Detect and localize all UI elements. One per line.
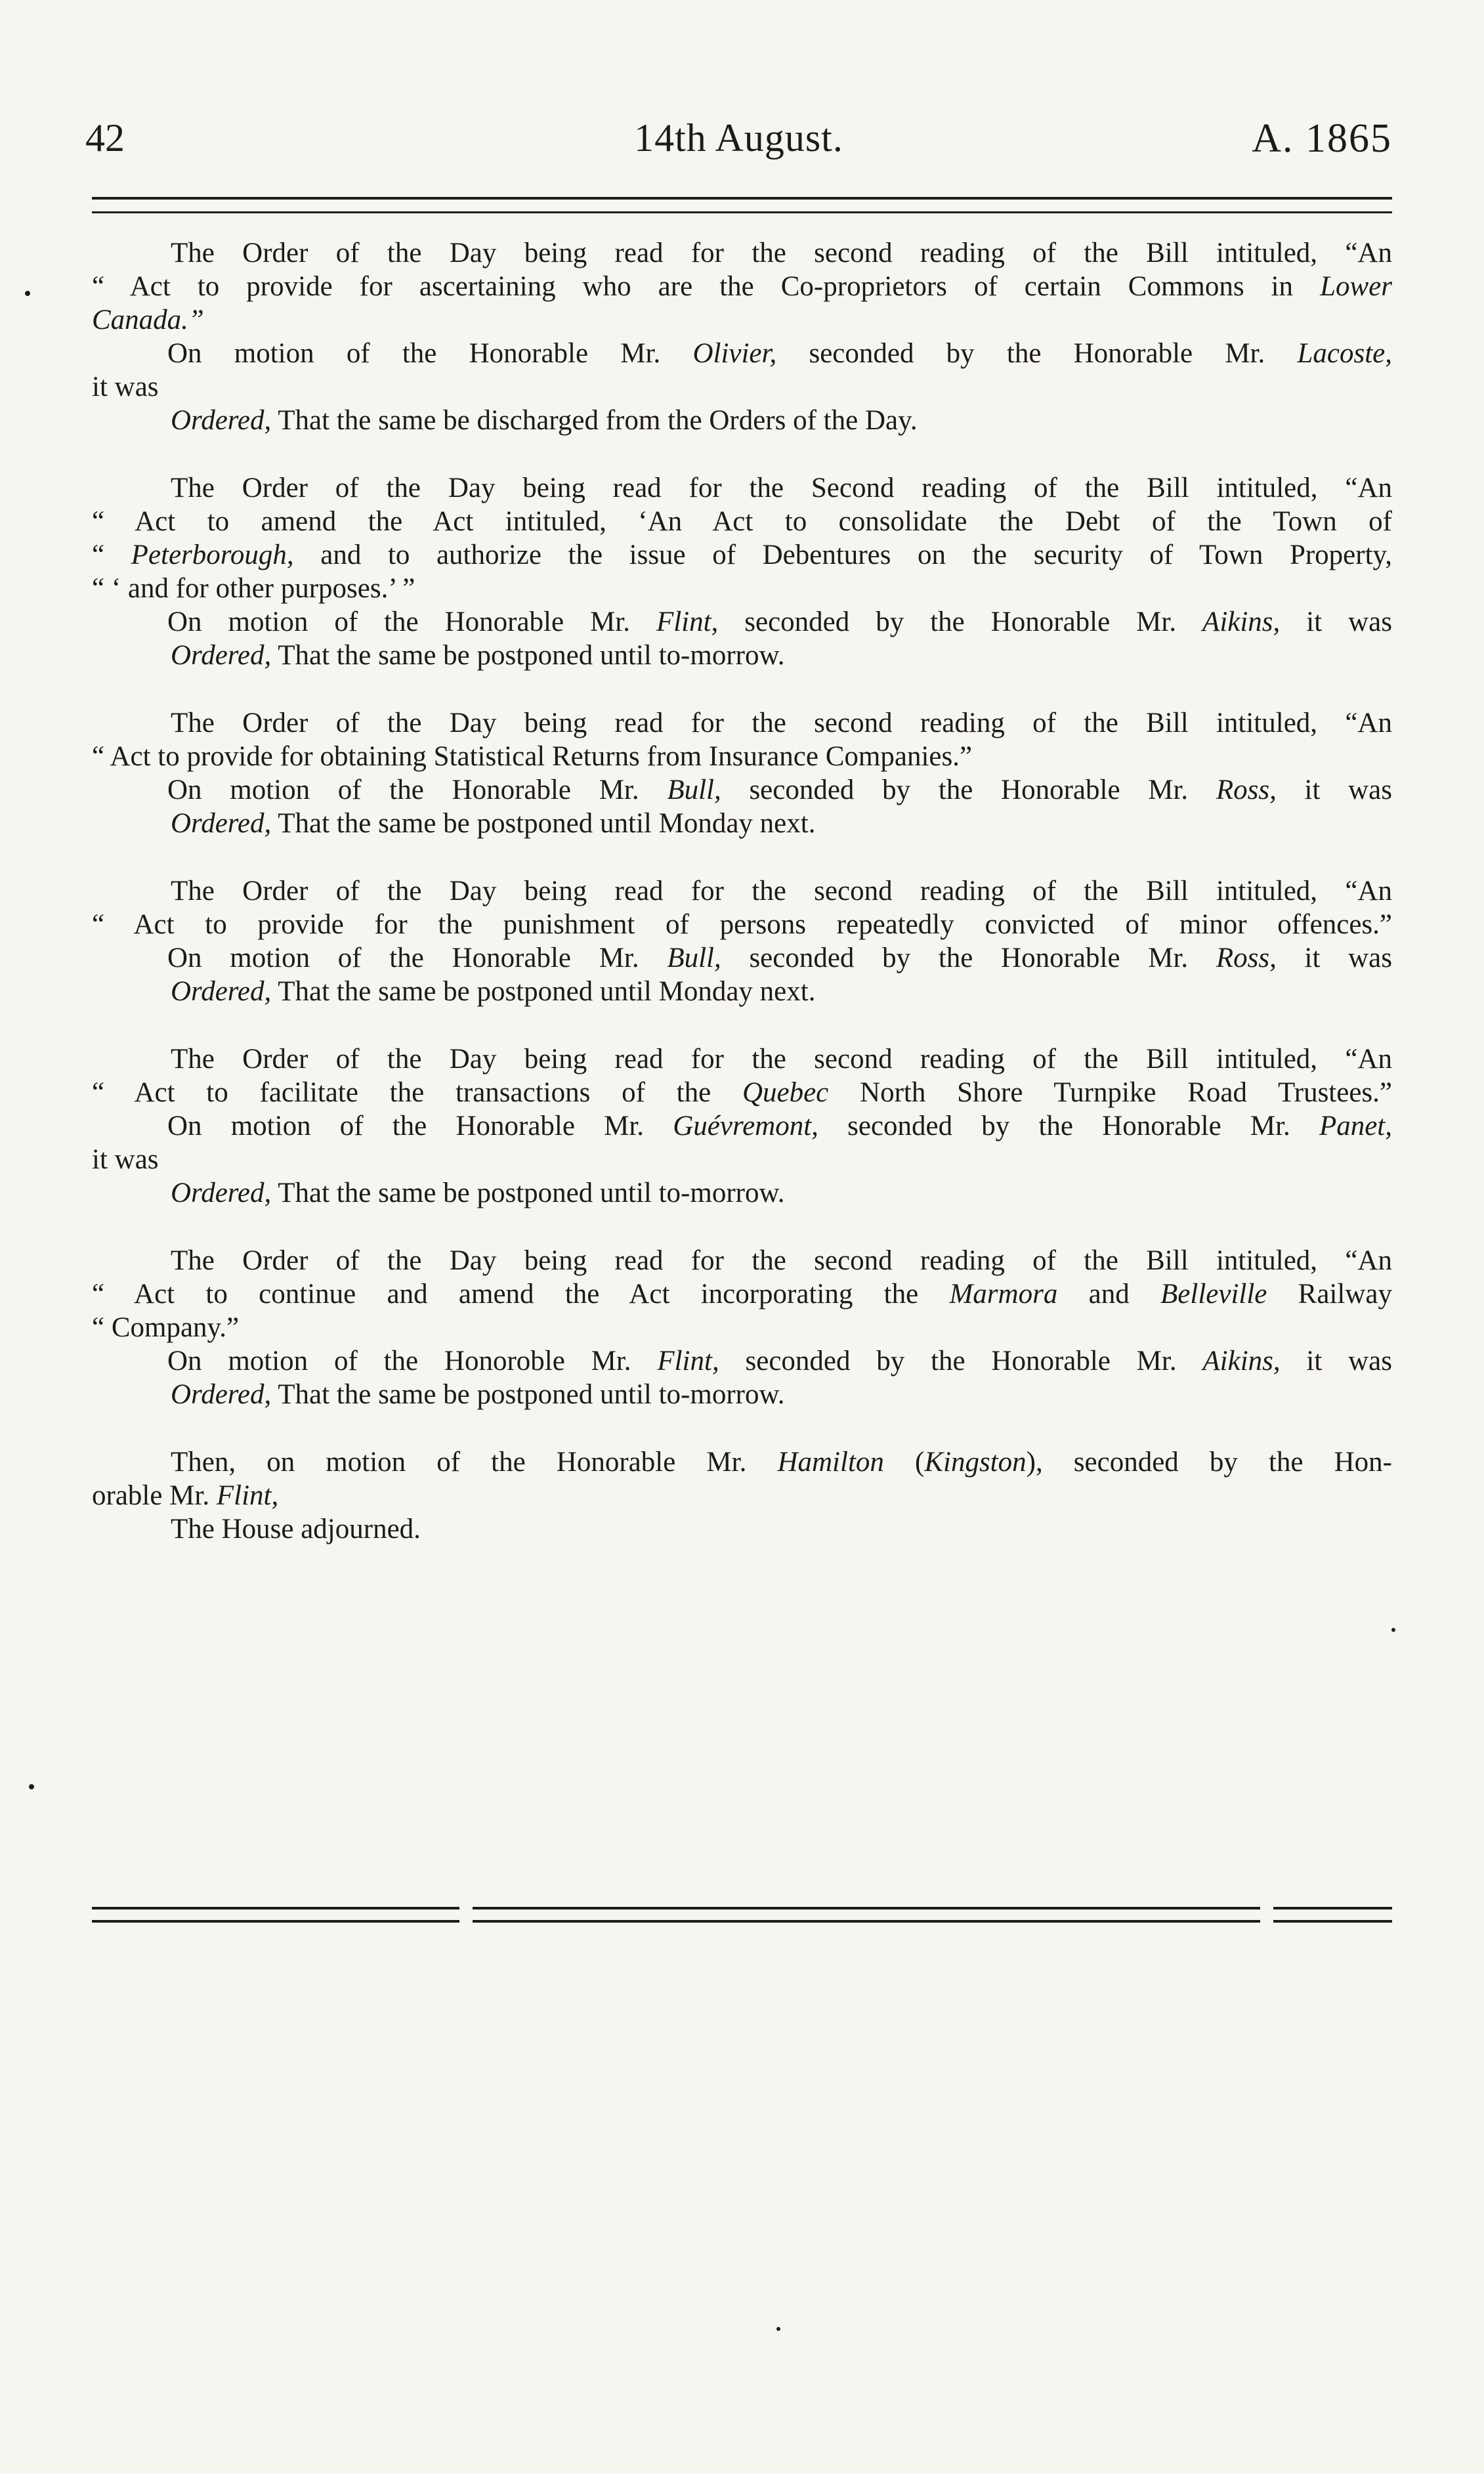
member-name: Ross, — [1216, 775, 1277, 805]
ordered-line — [92, 975, 1392, 1008]
entry-line — [92, 303, 1392, 337]
header-date-text: 14th August. — [634, 116, 843, 160]
entry-line: “ Act to provide for obtaining Statistical Returns from Insurance Companies.” — [92, 741, 973, 772]
text-run: On motion of the Honorable Mr. — [167, 943, 668, 973]
header-rule — [92, 197, 1392, 213]
place-name: Canada.” — [92, 305, 204, 335]
text-run: seconded by the Honorable Mr. — [718, 607, 1203, 637]
text-run: it was — [1276, 943, 1392, 973]
motion-line — [92, 605, 1392, 639]
rule-segment — [1273, 1907, 1392, 1923]
entry-line: The Order of the Day being read for the second reading of the Bill intituled, “An — [171, 238, 1392, 268]
member-name: Olivier, — [692, 338, 777, 369]
place-name: Lower — [1320, 271, 1392, 302]
entry-line: “ Company.” — [92, 1312, 240, 1343]
text-run: orable Mr. — [92, 1480, 217, 1511]
page-number: 42 — [85, 116, 125, 160]
ordered-label: Ordered, — [171, 976, 272, 1007]
member-name: Aikins, — [1202, 607, 1281, 637]
place-name: Marmora — [949, 1279, 1058, 1310]
text-run: ( — [883, 1447, 925, 1478]
entry-line — [92, 270, 1392, 303]
text-run: That the same be postponed until to-morrow. — [271, 640, 785, 671]
entry-line: The Order of the Day being read for the Second reading of the Bill intituled, “An — [171, 473, 1392, 503]
order-entry — [92, 1244, 1392, 1411]
margin-dot — [1391, 1628, 1395, 1632]
entry-line: The Order of the Day being read for the second reading of the Bill intituled, “An — [171, 876, 1392, 906]
order-entry — [92, 874, 1392, 1008]
margin-dot — [25, 291, 30, 296]
ordered-line — [92, 639, 1392, 672]
motion-line: it was — [92, 1144, 159, 1175]
motion-line: it was — [92, 372, 159, 402]
text-run: That the same be postponed until Monday next. — [271, 976, 816, 1007]
closing-line — [92, 1479, 1392, 1512]
entry-line: The Order of the Day being read for the second reading of the Bill intituled, “An — [171, 1245, 1392, 1276]
entry-line: “ ‘ and for other purposes.’ ” — [92, 573, 415, 604]
place-name: Kingston — [924, 1447, 1027, 1478]
entry-line: The Order of the Day being read for the second reading of the Bill intituled, “An — [171, 1044, 1392, 1075]
member-name: Hamilton — [777, 1447, 884, 1478]
ordered-label: Ordered, — [171, 808, 272, 839]
text-run: “ Act to facilitate the transactions of the — [92, 1077, 742, 1108]
place-name: Quebec — [742, 1077, 829, 1108]
text-run: it was — [1276, 775, 1392, 805]
margin-dot — [776, 2327, 780, 2331]
ordered-line — [92, 1378, 1392, 1411]
ordered-label: Ordered, — [171, 1178, 272, 1208]
member-name: Bull, — [667, 943, 721, 973]
order-entry — [92, 471, 1392, 672]
text-run: That the same be discharged from the Orders of the Day. — [271, 405, 918, 436]
text-run: Railway — [1267, 1279, 1392, 1310]
member-name: Flint, — [657, 1346, 719, 1376]
member-name: Panet, — [1319, 1111, 1392, 1141]
rule-segment — [473, 1907, 1260, 1923]
member-name: Lacoste, — [1297, 338, 1392, 369]
adjourned-text: The House adjourned. — [171, 1514, 421, 1545]
text-run: North Shore Turnpike Road Trustees.” — [828, 1077, 1392, 1108]
entry-line: “ Act to provide for the punishment of persons repeatedly convicted of minor offences.” — [92, 909, 1392, 940]
margin-dot — [29, 1784, 34, 1789]
rule-segment — [92, 1907, 459, 1923]
text-run: On motion of the Honorable Mr. — [167, 775, 668, 805]
closing-entry — [92, 1445, 1392, 1546]
text-run: “ — [92, 540, 131, 570]
text-run: it was — [1280, 607, 1392, 637]
entry-line: The Order of the Day being read for the second reading of the Bill intituled, “An — [171, 708, 1392, 738]
text-run: That the same be postponed until to-morrow. — [271, 1178, 785, 1208]
footer-rule — [92, 1907, 1392, 1921]
text-run: ), seconded by the Hon- — [1026, 1447, 1392, 1478]
text-run: On motion of the Honorable Mr. — [167, 338, 693, 369]
text-run: “ Act to provide for ascertaining who are the Co-proprietors of certain Commons in — [92, 271, 1321, 302]
motion-line — [92, 1344, 1392, 1378]
order-entry — [92, 706, 1392, 840]
ordered-line — [92, 1176, 1392, 1210]
ordered-line — [92, 807, 1392, 840]
ordered-line — [92, 404, 1392, 437]
page-header — [85, 110, 1392, 169]
motion-line — [92, 773, 1392, 807]
member-name: Ross, — [1216, 943, 1277, 973]
text-run: seconded by the Honorable Mr. — [818, 1111, 1319, 1141]
adjourned-line — [92, 1512, 1392, 1546]
ordered-label: Ordered, — [171, 640, 272, 671]
text-run: seconded by the Honorable Mr. — [721, 943, 1216, 973]
ordered-label: Ordered, — [171, 1379, 272, 1410]
member-name: Aikins, — [1202, 1346, 1281, 1376]
member-name: Flint, — [656, 607, 719, 637]
text-run: it was — [1280, 1346, 1392, 1376]
entry-line: “ Act to amend the Act intituled, ‘An Act to consolidate the Debt of the Town of — [92, 506, 1392, 537]
text-run: That the same be postponed until Monday next. — [271, 808, 816, 839]
text-run: “ Act to continue and amend the Act incorporating the — [92, 1279, 950, 1310]
journal-body — [92, 236, 1392, 1580]
text-run: On motion of the Honorable Mr. — [167, 1111, 673, 1141]
motion-line — [92, 941, 1392, 975]
text-run: seconded by the Honorable Mr. — [719, 1346, 1203, 1376]
entry-line — [92, 1277, 1392, 1311]
motion-line — [92, 1109, 1392, 1143]
text-run: and to authorize the issue of Debentures on the security of Town Property, — [293, 540, 1392, 570]
motion-line — [92, 337, 1392, 370]
place-name: Belleville — [1160, 1279, 1267, 1310]
member-name: Flint, — [216, 1480, 279, 1511]
text-run: On motion of the Honorable Mr. — [167, 607, 656, 637]
text-run: seconded by the Honorable Mr. — [721, 775, 1216, 805]
header-year: A. 1865 — [1252, 116, 1392, 161]
entry-line — [92, 1076, 1392, 1109]
header-date — [85, 116, 1392, 161]
text-run: Then, on motion of the Honorable Mr. — [171, 1447, 778, 1478]
text-run: seconded by the Honorable Mr. — [776, 338, 1298, 369]
place-name: Peterborough, — [131, 540, 294, 570]
member-name: Bull, — [667, 775, 721, 805]
text-run: and — [1057, 1279, 1161, 1310]
closing-line — [92, 1445, 1392, 1479]
order-entry — [92, 1042, 1392, 1210]
ordered-label: Ordered, — [171, 405, 272, 436]
text-run: That the same be postponed until to-morrow. — [271, 1379, 785, 1410]
text-run: On motion of the Honoroble Mr. — [167, 1346, 658, 1376]
entry-line — [92, 538, 1392, 572]
member-name: Guévremont, — [673, 1111, 818, 1141]
order-entry — [92, 236, 1392, 437]
